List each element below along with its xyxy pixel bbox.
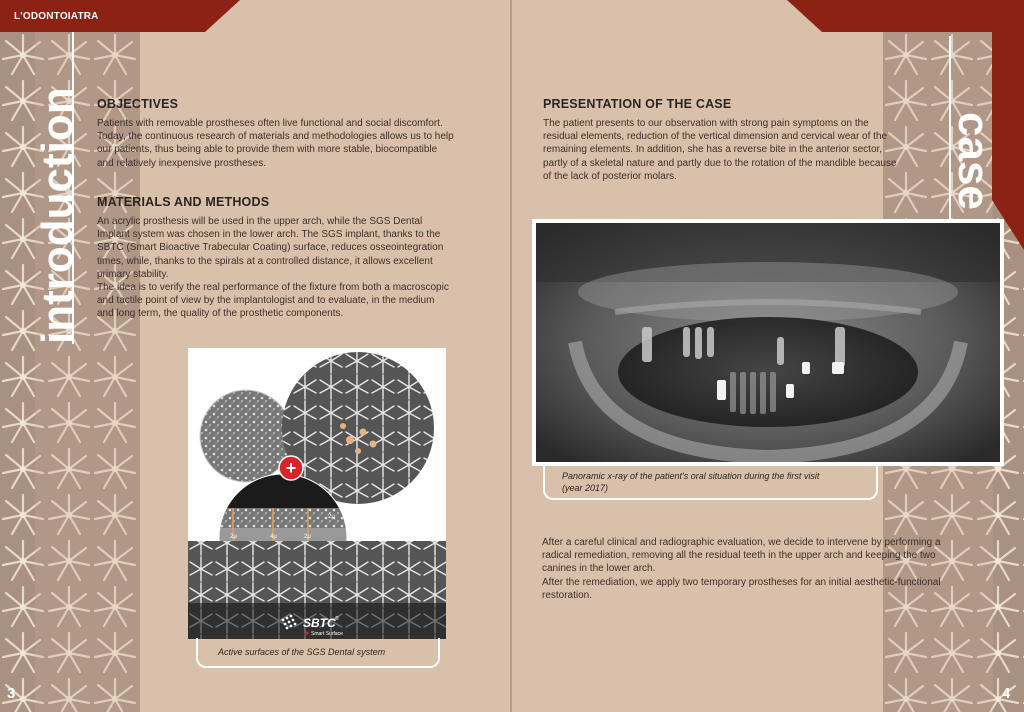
evaluation-section	[542, 536, 994, 602]
materials-line: An acrylic prosthesis will be used in the upper arch, while the SGS Dental	[97, 216, 423, 227]
panoramic-xray-image	[532, 219, 1004, 466]
scale-label: 4μ	[270, 534, 277, 540]
evaluation-line: canines in the lower arch.	[542, 563, 656, 575]
materials-line: and long term, the quality of the prosthetic components.	[97, 308, 344, 320]
svg-text:+: +	[285, 458, 297, 478]
scale-label: 2μ	[230, 534, 237, 540]
sbtc-logo-text: SBTC	[303, 616, 336, 630]
presentation-line: of the lack of posterior molars.	[543, 170, 677, 182]
objectives-line: and relatively inexpensive prostheses.	[97, 157, 266, 169]
xray-caption-line: (year 2017)	[562, 483, 609, 493]
sbtc-logo-subtitle: Smart Surface	[311, 631, 343, 637]
evaluation-line: radical remediation, removing all the residual teeth in the upper arch and keeping the two	[542, 550, 936, 562]
presentation-line: residual elements, reduction of the vertical dimension and cervical wear of the	[543, 131, 888, 143]
materials-line: times, while, thanks to the spirals at a controlled distance, it allows excellent	[97, 255, 433, 267]
materials-section	[97, 195, 482, 321]
right-page	[512, 0, 1024, 712]
introduction-vertical-title: introduction	[33, 87, 82, 344]
presentation-section	[543, 97, 927, 183]
materials-line: and tactile point of view by the implantologist and to evaluate, in the medium	[97, 295, 435, 307]
evaluation-line: After a careful clinical and radiographic evaluation, we decide to intervene by performing a	[542, 537, 941, 548]
scale-label: 2μ	[328, 514, 335, 520]
objectives-heading: OBJECTIVES	[97, 97, 179, 111]
presentation-line: The patient presents to our observation with strong pain symptoms on the	[543, 118, 869, 129]
presentation-line: partly of a skeletal nature and partly due to the rotation of the mandible because	[543, 157, 897, 169]
page-number-right: 4	[1002, 685, 1011, 702]
objectives-line: our patients, thus being able to provide them with more stable, biocompatible	[97, 144, 438, 156]
sbtc-figure	[188, 348, 446, 639]
evaluation-line: restoration.	[542, 589, 593, 601]
materials-heading: MATERIALS AND METHODS	[97, 195, 270, 209]
materials-line: The idea is to verify the real performance of the fixture from both a macroscopic	[97, 282, 449, 294]
scale-label: 2μ	[304, 534, 311, 540]
sbtc-logo-mark: ®	[335, 616, 339, 622]
objectives-line: Today, the continuous research of materials and methodologies allows us to help	[97, 131, 454, 143]
materials-line: SBTC (Smart Bioactive Trabecular Coating) surface, reduces osseointegration	[97, 242, 444, 254]
page-number-left: 3	[7, 685, 16, 702]
materials-line: primary stability.	[97, 268, 169, 280]
plus-icon	[279, 456, 303, 480]
presentation-line: remaining elements. In addition, she has a reverse bite in the anterior sector,	[543, 144, 883, 156]
materials-line: Implant system was chosen in the lower arch. The SGS implant, thanks to the	[97, 229, 441, 241]
magazine-name: L'ODONTOIATRA	[14, 11, 99, 22]
objectives-section	[97, 97, 482, 170]
xray-caption	[562, 470, 819, 494]
xray-caption-line: Panoramic x-ray of the patient's oral situation during the first visit	[562, 471, 820, 481]
objectives-line: Patients with removable prostheses often live functional and social discomfort.	[97, 118, 443, 129]
figure-caption: Active surfaces of the SGS Dental system	[218, 647, 386, 657]
evaluation-line: After the remediation, we apply two temporary prostheses for an initial aesthetic-functional	[542, 576, 941, 588]
presentation-heading: PRESENTATION OF THE CASE	[543, 97, 732, 111]
